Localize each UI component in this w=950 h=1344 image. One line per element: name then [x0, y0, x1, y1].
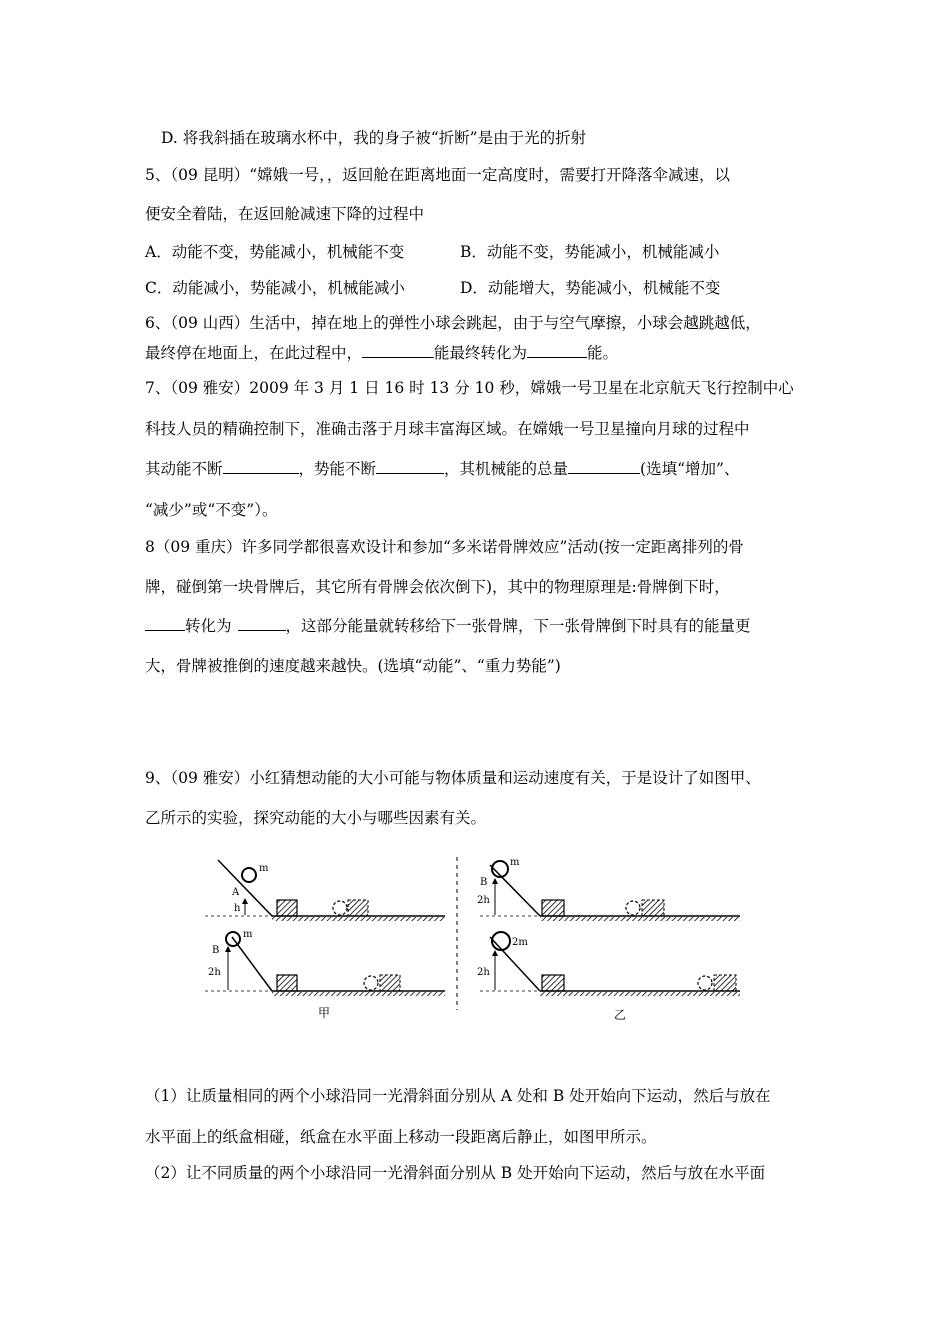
label-b-2: B: [480, 877, 488, 888]
question-6-text-2: 能最终转化为: [434, 344, 528, 362]
question-8-blank-2[interactable]: [238, 616, 286, 631]
label-m-3: m: [510, 857, 520, 868]
panel-jia-top: [205, 860, 445, 921]
question-8-line-2: 牌，碰倒第一块骨牌后，其它所有骨牌会依次倒下)，其中的物理原理是:骨牌倒下时，: [145, 578, 730, 596]
question-7-text-2: ，势能不断: [298, 460, 377, 478]
question-5-line-1: 5、（09 昆明）“嫦娥一号，，返回舱在距离地面一定高度时，需要打开降落伞减速，以: [145, 166, 730, 184]
panel-jia-bottom: [205, 929, 445, 1020]
question-6-text-3: 能。: [587, 344, 619, 362]
question-6-line-1: 6、（09 山西）生活中，掉在地上的弹性小球会跳起，由于与空气摩擦，小球会越跳越低，: [145, 314, 761, 332]
question-8-text-2: ，这部分能量就转移给下一张骨牌，下一张骨牌倒下时具有的能量更: [285, 617, 751, 635]
panel-yi-top: [477, 857, 740, 921]
label-h: h: [234, 903, 241, 914]
question-8-line-4: 大，骨牌被推倒的速度越来越快。(选填“动能”、“重力势能”): [145, 657, 561, 675]
question-7-line-4: “减少”或“不变”）。: [145, 501, 278, 519]
question-7-text-1: 其动能不断: [145, 460, 223, 478]
question-9-line-2: 乙所示的实验，探究动能的大小与哪些因素有关。: [145, 809, 487, 827]
panel-yi-bottom: [477, 932, 740, 1022]
question-7-line-2: 科技人员的精确控制下，准确击落于月球丰富海区域。在嫦娥一号卫星撞向月球的过程中: [145, 420, 750, 438]
question-5-line-2: 便安全着陆，在返回舱减速下降的过程中: [145, 205, 425, 223]
label-2h-3: 2h: [477, 967, 490, 978]
caption-yi: 乙: [614, 1008, 627, 1022]
question-6-text-1: 最终停在地面上，在此过程中，: [145, 344, 363, 362]
question-7-text-3: ，其机械能的总量: [444, 460, 569, 478]
question-9-line-1: 9、（09 雅安）小红猜想动能的大小可能与物体质量和运动速度有关，于是设计了如图甲、: [145, 769, 761, 787]
question-5-option-d: D．动能增大，势能减小，机械能不变: [460, 279, 721, 297]
part-1-line-1: （1）让质量相同的两个小球沿同一光滑斜面分别从 A 处和 B 处开始向下运动，然后与放在: [145, 1087, 771, 1105]
question-7-blank-2[interactable]: [376, 459, 444, 474]
label-m-2: m: [243, 929, 253, 940]
question-8-line-3: [145, 616, 751, 636]
label-2h-2: 2h: [477, 895, 490, 906]
part-1-line-2: 水平面上的纸盒相碰，纸盒在水平面上移动一段距离后静止，如图甲所示。: [145, 1128, 657, 1146]
question-8-line-1: 8（09 重庆）许多同学都很喜欢设计和参加“多米诺骨牌效应”活动(按一定距离排列的骨: [145, 538, 744, 556]
question-7-blank-3[interactable]: [568, 459, 640, 474]
question-7-line-3: [145, 459, 739, 479]
question-6-blank-2[interactable]: [527, 343, 587, 358]
question-7-text-4: (选填“增加”、: [640, 460, 740, 478]
question-6-line-2: [145, 343, 618, 363]
question-5-option-b: B．动能不变，势能减小，机械能减小: [460, 243, 720, 261]
label-b-1: B: [212, 945, 220, 956]
label-2m: 2m: [512, 937, 528, 948]
label-2h-1: 2h: [208, 967, 221, 978]
question-7-line-1: 7、（09 雅安）2009 年 3 月 1 日 16 时 13 分 10 秒，嫦娥一号卫星在北京航天飞行控制中心: [145, 379, 794, 397]
question-7-blank-1[interactable]: [223, 459, 299, 474]
caption-jia: 甲: [318, 1006, 331, 1020]
label-m-1: m: [259, 863, 269, 874]
question-5-option-a: A．动能不变，势能减小，机械能不变: [145, 243, 405, 261]
question-5-option-c: C．动能减小，势能减小，机械能减小: [145, 279, 405, 297]
label-a: A: [232, 887, 240, 898]
question-6-blank-1[interactable]: [362, 343, 434, 358]
experiment-figure: [200, 855, 760, 1025]
experiment-diagram: [200, 855, 760, 1025]
part-2-line-1: （2）让不同质量的两个小球沿同一光滑斜面分别从 B 处开始向下运动，然后与放在水平面: [145, 1164, 766, 1182]
question-8-blank-1[interactable]: [145, 616, 185, 631]
question-8-text-1: 转化为: [185, 617, 232, 635]
option-d-line: D. 将我斜插在玻璃水杯中，我的身子被“折断”是由于光的折射: [161, 129, 587, 147]
